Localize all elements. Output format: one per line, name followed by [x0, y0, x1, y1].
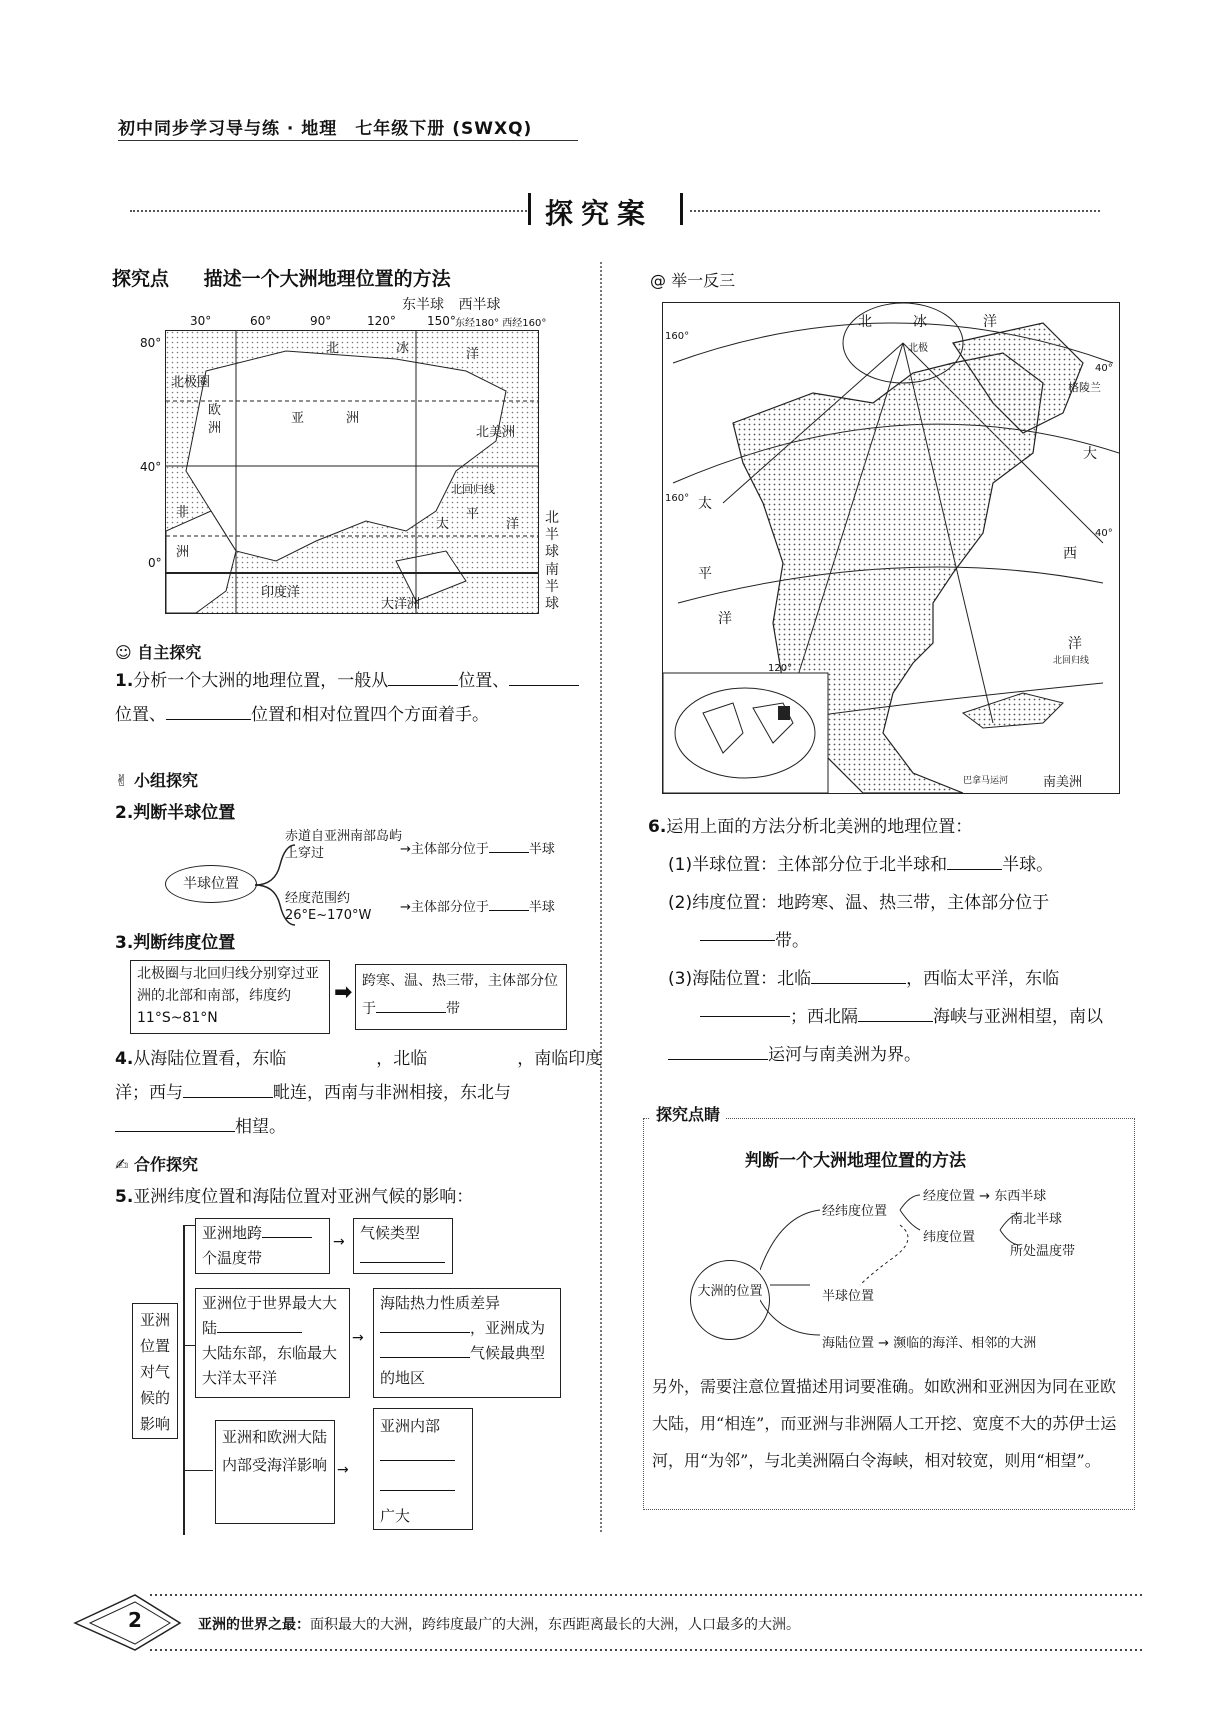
map-place: 北极圈 — [171, 375, 211, 390]
na-map-place: 冰 — [913, 314, 927, 330]
question-number: 5. — [115, 1187, 134, 1207]
tip-center-node: 大洲的位置 — [690, 1260, 770, 1340]
na-map-tick: 120° — [768, 663, 793, 674]
question-4 — [115, 1042, 605, 1144]
asia-map — [165, 330, 539, 614]
q5-title: 亚洲纬度位置和海陆位置对亚洲气候的影响： — [133, 1187, 474, 1207]
hands-icon: ✌ — [115, 771, 129, 790]
q5-branch-line — [183, 1470, 213, 1471]
arrow-icon: → — [337, 1462, 349, 1478]
na-map-tick: 160° — [665, 493, 690, 504]
q2-blank-1[interactable] — [489, 838, 529, 853]
q5-b1-text: 亚洲地跨 — [202, 1224, 263, 1242]
q4-blank-1[interactable] — [286, 1046, 376, 1064]
coop-study-heading — [115, 1152, 198, 1175]
question-3-title — [115, 926, 235, 960]
section-title: 探究案 — [545, 197, 654, 230]
na-map-place: 平 — [698, 566, 712, 582]
q3-result-text: 跨寒、温、热三带，主体部分位于 — [362, 973, 558, 1017]
tip-node-lat-lon: 经纬度位置 — [822, 1204, 888, 1219]
map-place: 冰 — [396, 341, 410, 356]
question-number: 3. — [115, 933, 134, 953]
na-map-tick: 40° — [1095, 528, 1113, 539]
q6-p2-suffix: 带。 — [775, 931, 809, 951]
q6-p2-text: (2)纬度位置：地跨寒、温、热三带，主体部分位于 — [668, 893, 1050, 913]
tick-label: 30° — [190, 314, 212, 328]
question-number: 2. — [115, 803, 134, 823]
tip-node-hemisphere: 半球位置 — [822, 1289, 875, 1304]
map-place: 北 — [326, 341, 340, 356]
map-place: 洋 — [506, 517, 520, 532]
question-6-title — [648, 810, 1138, 844]
q2-title: 判断半球位置 — [133, 803, 236, 823]
q5-blank-3[interactable] — [217, 1318, 302, 1333]
q1-text-a: 分析一个大洲的地理位置，一般从 — [133, 671, 389, 691]
book-header: 初中同步学习导与练 · 地理 七年级下册 (SWXQ) — [118, 119, 533, 139]
map-place: 北美洲 — [476, 425, 516, 440]
question-2-title — [115, 796, 235, 830]
arrow-icon: → — [400, 842, 411, 857]
q6-p3-text-d: 海峡与亚洲相望，南以 — [933, 1007, 1103, 1027]
q5-blank-7[interactable] — [380, 1476, 455, 1491]
map-place: 欧 — [208, 403, 222, 418]
q5-result-3 — [373, 1408, 473, 1530]
na-map-place: 南美洲 — [1043, 771, 1082, 790]
north-america-map-graphic — [663, 303, 1119, 793]
q2-row2-condition: 经度范围约26°E~170°W — [285, 891, 372, 923]
footer-text: 面积最大的大洲，跨纬度最广的大洲，东西距离最长的大洲，人口最多的大洲。 — [310, 1617, 800, 1633]
tip-node-sea-land: 海陆位置 → 濒临的海洋、相邻的大洲 — [822, 1336, 1037, 1351]
tip-node-longitude: 经度位置 → 东西半球 — [923, 1189, 1047, 1204]
lat-tick: 40° — [140, 460, 162, 474]
map-place: 非 — [176, 505, 190, 520]
q6-p1-text: (1)半球位置：主体部分位于北半球和 — [668, 855, 948, 875]
na-map-place: 北极 — [908, 343, 928, 354]
tick-label: 90° — [310, 314, 332, 328]
q6-p3-text-b: ，西临太平洋，东临 — [906, 969, 1060, 989]
bulb-icon: ☺ — [115, 643, 132, 662]
tick-label: 120° — [367, 314, 396, 328]
q2-blank-2[interactable] — [489, 896, 529, 911]
na-map-place: 格陵兰 — [1068, 381, 1101, 394]
q5-r2-text-b: ，亚洲成为 — [470, 1319, 546, 1337]
tick-label: 东经180° 西经160° — [455, 318, 547, 329]
arrow-icon: → — [333, 1234, 345, 1250]
east-hemisphere-label: 东半球 — [402, 297, 444, 313]
q1-blank-1[interactable] — [388, 667, 458, 686]
q5-b2-text-b: 大陆东部，东临最大大洋太平洋 — [202, 1344, 338, 1387]
inquiry-heading — [112, 264, 451, 291]
q4-blank-4[interactable] — [115, 1113, 235, 1132]
tip-note: 另外，需要注意位置描述用词要准确。如欧洲和亚洲因为同在亚欧大陆，用“相连”，而亚洲与非洲隔人工开挖、宽度不大的苏伊士运河，用“为邻”，与北美洲隔白令海峡，相对较宽，则用“相望”。 — [652, 1377, 1117, 1470]
q2-row1-condition: 赤道自亚洲南部岛屿上穿过 — [285, 829, 403, 861]
section-bar-right — [680, 193, 683, 225]
tip-node-neighbors: 濒临的海洋、相邻的大洲 — [893, 1336, 1037, 1351]
q3-result-box — [355, 964, 567, 1030]
spiral-icon: @ — [650, 271, 666, 290]
section-divider-right — [690, 210, 1100, 212]
tip-tag: 探究点睛 — [650, 1102, 726, 1125]
footer-label: 亚洲的世界之最： — [198, 1617, 310, 1633]
tip-title: 判断一个大洲地理位置的方法 — [745, 1151, 966, 1171]
q1-text-d: 位置和相对位置四个方面着手。 — [251, 705, 489, 725]
north-america-map — [662, 302, 1120, 794]
column-divider — [600, 262, 602, 1532]
footer-fact — [198, 1614, 800, 1634]
question-number: 6. — [648, 817, 667, 837]
q6-body — [668, 846, 1138, 1074]
q5-root-box: 亚洲位置对气候的影响 — [132, 1303, 178, 1439]
q5-r3-suffix: 广大 — [380, 1507, 411, 1525]
q6-title: 运用上面的方法分析北美洲的地理位置： — [666, 817, 973, 837]
map-place: 洲 — [208, 421, 222, 436]
na-map-place: 北回归线 — [1053, 656, 1090, 666]
inquiry-title: 描述一个大洲地理位置的方法 — [203, 268, 451, 290]
group-study-heading — [115, 768, 198, 791]
map-place: 洋 — [466, 347, 480, 362]
q4-text-d: 毗连，西南与非洲相接，东北与 — [273, 1083, 511, 1103]
tip-node-temp-zone: 所处温度带 — [1010, 1244, 1076, 1259]
na-map-place: 洋 — [718, 611, 732, 627]
tip-node-longitude-text: 经度位置 — [923, 1189, 976, 1204]
q4-blank-2[interactable] — [427, 1046, 517, 1064]
tip-node-hemi-ew: 东西半球 — [994, 1189, 1047, 1204]
section-bar-left — [528, 193, 531, 225]
header-rule — [118, 140, 578, 141]
tip-node-hemi-ns: 南北半球 — [1010, 1212, 1063, 1227]
q5-b1-suffix: 个温度带 — [202, 1249, 263, 1267]
q5-branch-line — [183, 1345, 195, 1346]
na-map-place: 北 — [858, 314, 872, 330]
q5-blank-1[interactable] — [262, 1223, 312, 1238]
q3-condition-box: 北极圈与北回归线分别穿过亚洲的北部和南部，纬度约11°S~81°N — [130, 960, 330, 1034]
map-place: 印度洋 — [261, 585, 301, 600]
west-hemisphere-label: 西半球 — [458, 297, 501, 313]
q2-row1-result-text: 主体部分位于 — [410, 842, 489, 857]
q5-result-2 — [373, 1288, 561, 1398]
na-map-place: 洋 — [983, 314, 997, 330]
q1-text-b: 位置、 — [458, 671, 510, 691]
q4-text-a: 从海陆位置看，东临 — [133, 1049, 287, 1069]
map-place: 太 — [436, 517, 450, 532]
q6-p3-text-a: (3)海陆位置：北临 — [668, 969, 812, 989]
q5-branch-3: 亚洲和欧洲大陆内部受海洋影响 — [215, 1420, 335, 1524]
q6-blank-3[interactable] — [811, 965, 906, 984]
na-map-place: 洋 — [1068, 636, 1082, 652]
q6-blank-5[interactable] — [858, 1003, 933, 1022]
q6-blank-4[interactable] — [700, 998, 790, 1017]
na-map-tick: 40° — [1095, 363, 1113, 374]
tick-label: 150° — [427, 314, 456, 328]
q5-branch-2 — [195, 1288, 350, 1398]
q6-p1-suffix: 半球。 — [1002, 855, 1054, 875]
self-study-label: 自主探究 — [137, 643, 202, 662]
question-1 — [115, 664, 593, 732]
q4-text-e: 相望。 — [235, 1117, 286, 1137]
question-number: 1. — [115, 671, 134, 691]
self-study-heading — [115, 640, 201, 663]
na-map-place: 大 — [1083, 446, 1097, 462]
q5-result-1 — [353, 1218, 453, 1274]
question-5-title — [115, 1180, 473, 1214]
q2-row1-result — [400, 838, 555, 857]
asia-map-graphic — [166, 331, 538, 613]
lat-tick: 80° — [140, 336, 162, 350]
example-heading — [650, 268, 735, 291]
group-study-label: 小组探究 — [133, 771, 198, 790]
q6-p3-text-e: 运河与南美洲为界。 — [768, 1045, 921, 1065]
q3-result-suffix: 带 — [446, 1001, 460, 1017]
q5-branch-line — [183, 1225, 195, 1226]
lat-tick: 0° — [148, 556, 162, 570]
q5-branch-1 — [195, 1218, 330, 1274]
handshake-icon: ✍ — [115, 1155, 129, 1174]
q4-blank-3[interactable] — [183, 1079, 273, 1098]
q5-b2-text-a: 亚洲位于世界最大大陆 — [202, 1294, 338, 1337]
tip-node-latitude: 纬度位置 — [923, 1230, 976, 1245]
q1-blank-3[interactable] — [166, 701, 251, 720]
q2-row2-result — [400, 896, 555, 915]
south-hemisphere-side-label: 南半球 — [545, 562, 559, 612]
question-number: 4. — [115, 1049, 134, 1069]
hemisphere-labels — [402, 294, 500, 314]
q5-blank-5[interactable] — [380, 1343, 470, 1358]
q1-blank-2[interactable] — [509, 667, 579, 686]
section-divider-left — [130, 210, 530, 212]
q2-row2-result-text: 主体部分位于 — [410, 900, 489, 915]
bold-arrow-icon: ➡ — [334, 980, 353, 1005]
q5-r2-text-a: 海陆热力性质差异 — [380, 1294, 501, 1312]
q3-title: 判断纬度位置 — [133, 933, 236, 953]
q5-blank-2[interactable] — [360, 1248, 445, 1263]
q2-center-node: 半球位置 — [165, 865, 257, 903]
q4-text-c: ，南临印度洋；西与 — [115, 1049, 603, 1103]
q4-text-b: ，北临 — [376, 1049, 428, 1069]
map-place: 大洋洲 — [381, 597, 421, 612]
q5-blank-6[interactable] — [380, 1446, 455, 1461]
na-map-tick: 160° — [665, 331, 690, 342]
tick-label: 60° — [250, 314, 272, 328]
q6-blank-2[interactable] — [700, 922, 775, 941]
q5-r3-text: 亚洲内部 — [380, 1417, 441, 1435]
q6-blank-6[interactable] — [668, 1041, 768, 1060]
q5-r2-text-c: 气候最典型的地区 — [380, 1344, 546, 1387]
inquiry-label: 探究点 — [112, 268, 170, 290]
tip-node-sea-land-text: 海陆位置 — [822, 1336, 875, 1351]
north-hemisphere-side-label: 北半球 — [545, 510, 559, 560]
q5-trunk-line — [183, 1225, 185, 1535]
map-place: 北回归线 — [451, 483, 495, 496]
map-place: 洲 — [346, 411, 360, 426]
example-label: 举一反三 — [671, 271, 736, 290]
q5-blank-4[interactable] — [380, 1318, 470, 1333]
map-place: 亚 — [291, 411, 305, 426]
q6-blank-1[interactable] — [947, 851, 1002, 870]
q3-blank[interactable] — [376, 998, 446, 1013]
q2-row1-suffix: 半球 — [528, 842, 555, 857]
map-place: 洲 — [176, 545, 190, 560]
na-map-place: 西 — [1063, 546, 1077, 562]
arrow-icon: → — [352, 1330, 364, 1346]
na-map-place: 太 — [698, 496, 712, 512]
map-place: 平 — [466, 507, 480, 522]
coop-study-label: 合作探究 — [133, 1155, 198, 1174]
arrow-icon: → — [400, 900, 411, 915]
page-number: 2 — [128, 1608, 142, 1632]
na-map-place: 巴拿马运河 — [963, 776, 1009, 786]
q2-row2-suffix: 半球 — [528, 900, 555, 915]
q6-p3-text-c: ；西北隔 — [790, 1007, 858, 1027]
q5-r1-text: 气候类型 — [360, 1224, 421, 1242]
q1-text-c: 位置、 — [115, 705, 166, 725]
